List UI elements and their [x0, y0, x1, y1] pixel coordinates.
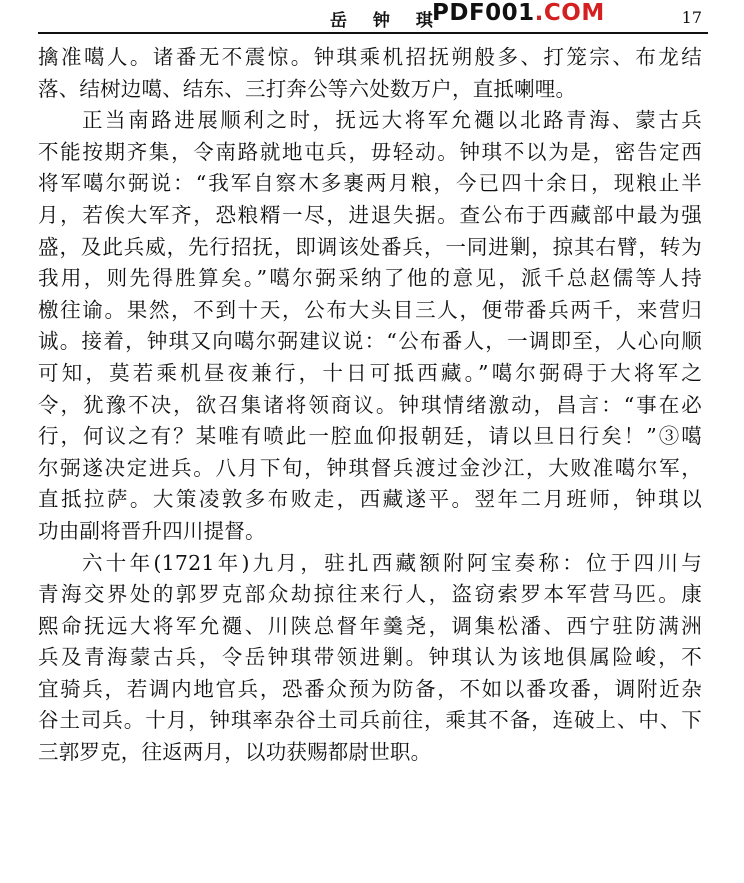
- text-line: 我用，则先得胜算矣。”噶尔弼采纳了他的意见，派千总赵儒等人持: [38, 266, 702, 291]
- text-line: 六十年(1721年)九月，驻扎西藏额附阿宝奏称：位于四川与: [82, 550, 702, 575]
- text-line: 正当南路进展顺利之时，抚远大将军允禵以北路青海、蒙古兵: [82, 108, 702, 133]
- text-line: 将军噶尔弼说：“我军自察木多裹两月粮，今已四十余日，现粮止半: [38, 171, 702, 196]
- body-text: [38, 42, 702, 769]
- watermark-suffix: .COM: [534, 0, 605, 26]
- header-title: 岳 钟 琪: [330, 11, 443, 31]
- header-rule: [38, 32, 708, 34]
- text-line: 月，若俟大军齐，恐粮糈一尽，进退失据。查公布于西藏部中最为强: [38, 202, 702, 227]
- text-line: 行，何议之有？某唯有喷此一腔血仰报朝廷，请以旦日行矣！”③噶: [38, 424, 702, 449]
- running-header: [38, 0, 698, 32]
- text-line: 令，犹豫不决，欲召集诸将领商议。钟琪情绪激动，昌言：“事在必: [38, 392, 702, 417]
- paragraph: [38, 42, 702, 105]
- text-line: 宜骑兵，若调内地官兵，恐番众预为防备，不如以番攻番，调附近杂: [38, 676, 702, 701]
- paragraph: [38, 105, 702, 547]
- text-line: 可知，莫若乘机昼夜兼行，十日可抵西藏。”噶尔弼碍于大将军之: [38, 360, 702, 385]
- watermark: [432, 0, 605, 26]
- text-line: 谷土司兵。十月，钟琪率杂谷土司兵前往，乘其不备，连破上、中、下: [38, 708, 702, 733]
- text-line: 擒准噶人。诸番无不震惊。钟琪乘机招抚朔般多、打笼宗、布龙结: [38, 45, 702, 69]
- text-line: 直抵拉萨。大策凌敦多布败走，西藏遂平。翌年二月班师，钟琪以: [38, 487, 702, 512]
- text-line: 诚。接着，钟琪又向噶尔弼建议说：“公布番人，一调即至，人心向顺: [38, 329, 702, 354]
- text-line: 落、结树边噶、结东、三打奔公等六处数万户，直抵喇哩。: [38, 76, 577, 101]
- text-line: 兵及青海蒙古兵，令岳钟琪带领进剿。钟琪认为该地俱属险峻，不: [38, 645, 702, 670]
- page-number: 17: [681, 8, 702, 27]
- text-line: 三郭罗克，往返两月，以功获赐都尉世职。: [38, 740, 432, 765]
- text-line: 青海交界处的郭罗克部众劫掠往来行人，盗窃索罗本军营马匹。康: [38, 582, 702, 607]
- text-line: 盛，及此兵威，先行招抚，即调该处番兵，一同进剿，掠其右臂，转为: [38, 234, 702, 259]
- text-line: 尔弼遂决定进兵。八月下旬，钟琪督兵渡过金沙江，大败准噶尔军，: [38, 455, 702, 480]
- watermark-text: PDF001: [432, 0, 535, 26]
- text-line: 功由副将晋升四川提督。: [38, 518, 266, 543]
- text-line: 檄往谕。果然，不到十天，公布大头目三人，便带番兵两千，来营归: [38, 297, 702, 322]
- paragraph: [38, 548, 702, 769]
- text-line: 不能按期齐集，令南路就地屯兵，毋轻动。钟琪不以为是，密告定西: [38, 139, 702, 164]
- text-line: 熙命抚远大将军允禵、川陕总督年羹尧，调集松潘、西宁驻防满洲: [38, 613, 702, 638]
